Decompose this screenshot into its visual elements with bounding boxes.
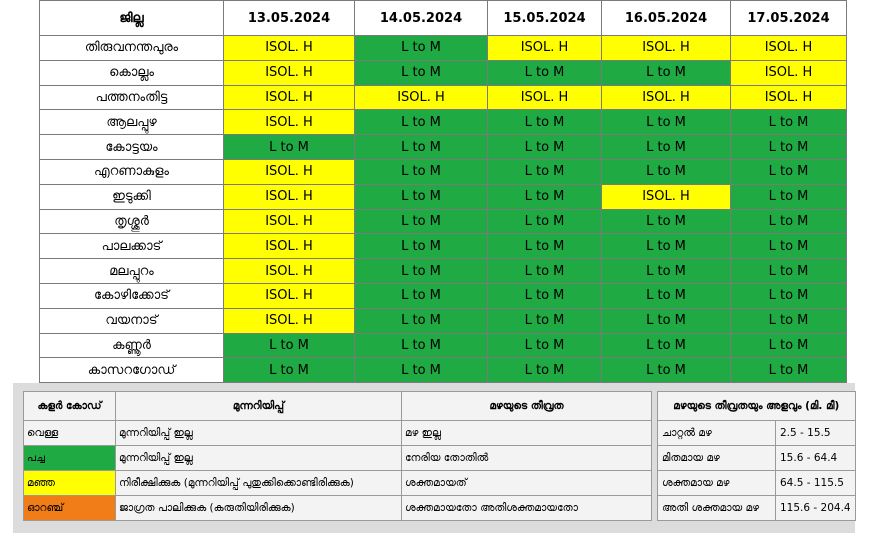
color-legend-row <box>24 446 652 471</box>
forecast-cell: ISOL. H <box>488 85 602 110</box>
color-legend-row <box>24 471 652 496</box>
forecast-cell: L to M <box>731 308 847 333</box>
rain-legend-body <box>658 421 856 521</box>
district-row <box>40 110 847 135</box>
forecast-cell: ISOL. H <box>355 85 488 110</box>
district-name: പത്തനംതിട്ട <box>40 85 224 110</box>
rain-legend-header: മഴയുടെ തീവ്രതയും അളവും (മി. മീ) <box>658 392 856 421</box>
district-row <box>40 259 847 284</box>
forecast-cell: L to M <box>602 159 731 184</box>
rain-category: ശക്തമായ മഴ <box>658 471 776 496</box>
forecast-cell: ISOL. H <box>224 159 355 184</box>
forecast-cell: L to M <box>488 333 602 358</box>
forecast-cell: L to M <box>731 110 847 135</box>
forecast-cell: L to M <box>488 358 602 383</box>
district-name: കൊല്ലം <box>40 60 224 85</box>
district-name: കണ്ണൂർ <box>40 333 224 358</box>
district-name: വയനാട് <box>40 308 224 333</box>
forecast-cell: L to M <box>602 110 731 135</box>
date-header: 15.05.2024 <box>488 1 602 36</box>
district-name: മലപ്പുറം <box>40 259 224 284</box>
color-swatch: വെള്ള <box>24 421 116 446</box>
color-legend-row <box>24 496 652 521</box>
rain-legend-row <box>658 421 856 446</box>
forecast-cell: ISOL. H <box>224 308 355 333</box>
district-row <box>40 333 847 358</box>
district-row <box>40 358 847 383</box>
forecast-cell: L to M <box>355 110 488 135</box>
forecast-cell: L to M <box>355 333 488 358</box>
forecast-cell: L to M <box>731 135 847 160</box>
forecast-cell: L to M <box>602 60 731 85</box>
forecast-cell: L to M <box>731 358 847 383</box>
forecast-header-row <box>40 1 847 36</box>
district-name: കോട്ടയം <box>40 135 224 160</box>
district-row <box>40 60 847 85</box>
intensity-text: മഴ ഇല്ല <box>402 421 652 446</box>
rainfall-amount-legend <box>657 391 856 521</box>
rain-legend-row <box>658 446 856 471</box>
warning-header: മുന്നറിയിപ്പ് <box>116 392 402 421</box>
forecast-cell: L to M <box>602 358 731 383</box>
forecast-cell: L to M <box>488 159 602 184</box>
date-header: 16.05.2024 <box>602 1 731 36</box>
date-header: 17.05.2024 <box>731 1 847 36</box>
forecast-cell: L to M <box>731 333 847 358</box>
forecast-cell: ISOL. H <box>488 36 602 61</box>
forecast-cell: L to M <box>731 159 847 184</box>
forecast-cell: L to M <box>731 259 847 284</box>
forecast-cell: L to M <box>355 159 488 184</box>
date-header: 14.05.2024 <box>355 1 488 36</box>
forecast-cell: ISOL. H <box>602 36 731 61</box>
warning-text: മുന്നറിയിപ്പ് ഇല്ല <box>116 421 402 446</box>
district-name: ഇടുക്കി <box>40 184 224 209</box>
forecast-cell: L to M <box>488 110 602 135</box>
forecast-cell: L to M <box>355 184 488 209</box>
rain-category: അതി ശക്തമായ മഴ <box>658 496 776 521</box>
forecast-cell: ISOL. H <box>224 209 355 234</box>
forecast-cell: ISOL. H <box>224 259 355 284</box>
district-row <box>40 234 847 259</box>
color-code-legend <box>23 391 652 521</box>
district-row <box>40 135 847 160</box>
rain-range: 15.6 - 64.4 <box>776 446 856 471</box>
forecast-cell: L to M <box>488 283 602 308</box>
forecast-cell: ISOL. H <box>224 283 355 308</box>
forecast-cell: ISOL. H <box>224 60 355 85</box>
forecast-cell: L to M <box>355 209 488 234</box>
forecast-cell: ISOL. H <box>731 60 847 85</box>
forecast-cell: L to M <box>355 358 488 383</box>
rain-legend-header-row <box>658 392 856 421</box>
forecast-cell: ISOL. H <box>731 36 847 61</box>
intensity-header: മഴയുടെ തീവ്രത <box>402 392 652 421</box>
warning-text: മുന്നറിയിപ്പ് ഇല്ല <box>116 446 402 471</box>
forecast-cell: L to M <box>355 283 488 308</box>
rain-range: 115.6 - 204.4 <box>776 496 856 521</box>
forecast-cell: L to M <box>355 259 488 284</box>
forecast-cell: ISOL. H <box>224 234 355 259</box>
color-swatch: മഞ്ഞ <box>24 471 116 496</box>
forecast-cell: ISOL. H <box>224 110 355 135</box>
forecast-cell: L to M <box>602 259 731 284</box>
district-name: ആലപ്പുഴ <box>40 110 224 135</box>
forecast-cell: L to M <box>602 209 731 234</box>
forecast-cell: L to M <box>355 135 488 160</box>
rain-range: 64.5 - 115.5 <box>776 471 856 496</box>
color-legend-body <box>24 421 652 521</box>
forecast-cell: L to M <box>224 333 355 358</box>
district-name: കോഴിക്കോട് <box>40 283 224 308</box>
district-name: തൃശ്ശൂർ <box>40 209 224 234</box>
district-header: ജില്ല <box>40 1 224 36</box>
forecast-cell: L to M <box>731 283 847 308</box>
district-name: പാലക്കാട് <box>40 234 224 259</box>
warning-text: ജാഗ്രത പാലിക്കുക (കരുതിയിരിക്കുക) <box>116 496 402 521</box>
color-swatch: പച്ച <box>24 446 116 471</box>
color-legend-row <box>24 421 652 446</box>
forecast-cell: L to M <box>488 259 602 284</box>
color-legend-header-row <box>24 392 652 421</box>
district-row <box>40 184 847 209</box>
forecast-cell: L to M <box>488 209 602 234</box>
color-code-header: കളർ കോഡ് <box>24 392 116 421</box>
forecast-cell: ISOL. H <box>602 184 731 209</box>
forecast-cell: L to M <box>355 308 488 333</box>
forecast-cell: L to M <box>224 358 355 383</box>
forecast-cell: L to M <box>488 60 602 85</box>
forecast-body <box>40 36 847 383</box>
forecast-cell: L to M <box>602 308 731 333</box>
district-name: കാസറഗോഡ് <box>40 358 224 383</box>
district-row <box>40 283 847 308</box>
forecast-cell: L to M <box>602 283 731 308</box>
forecast-cell: L to M <box>355 234 488 259</box>
forecast-cell: ISOL. H <box>731 85 847 110</box>
rain-range: 2.5 - 15.5 <box>776 421 856 446</box>
rain-legend-row <box>658 496 856 521</box>
forecast-cell: L to M <box>602 135 731 160</box>
district-name: തിരുവനന്തപുരം <box>40 36 224 61</box>
forecast-cell: L to M <box>355 36 488 61</box>
district-row <box>40 209 847 234</box>
forecast-cell: ISOL. H <box>602 85 731 110</box>
forecast-cell: L to M <box>602 333 731 358</box>
district-row <box>40 159 847 184</box>
date-header: 13.05.2024 <box>224 1 355 36</box>
district-name: എറണാകുളം <box>40 159 224 184</box>
intensity-text: ശക്തമായത് <box>402 471 652 496</box>
warning-text: നിരീക്ഷിക്കുക (മുന്നറിയിപ്പ് പുതുക്കിക്കൊണ്ടിരിക്കുക) <box>116 471 402 496</box>
intensity-text: ശക്തമായതോ അതിശക്തമായതോ <box>402 496 652 521</box>
forecast-cell: L to M <box>224 135 355 160</box>
rain-legend-row <box>658 471 856 496</box>
forecast-cell: L to M <box>488 308 602 333</box>
forecast-cell: L to M <box>731 209 847 234</box>
forecast-cell: L to M <box>488 135 602 160</box>
color-swatch: ഓറഞ്ച് <box>24 496 116 521</box>
forecast-cell: ISOL. H <box>224 85 355 110</box>
forecast-cell: ISOL. H <box>224 36 355 61</box>
district-row <box>40 36 847 61</box>
forecast-cell: L to M <box>488 234 602 259</box>
forecast-cell: L to M <box>602 234 731 259</box>
rain-category: ചാറ്റൽ മഴ <box>658 421 776 446</box>
forecast-cell: L to M <box>731 184 847 209</box>
intensity-text: നേരിയ തോതിൽ <box>402 446 652 471</box>
forecast-cell: L to M <box>355 60 488 85</box>
district-row <box>40 85 847 110</box>
district-row <box>40 308 847 333</box>
forecast-table <box>39 0 847 383</box>
rain-category: മിതമായ മഴ <box>658 446 776 471</box>
forecast-cell: ISOL. H <box>224 184 355 209</box>
forecast-cell: L to M <box>488 184 602 209</box>
forecast-cell: L to M <box>731 234 847 259</box>
